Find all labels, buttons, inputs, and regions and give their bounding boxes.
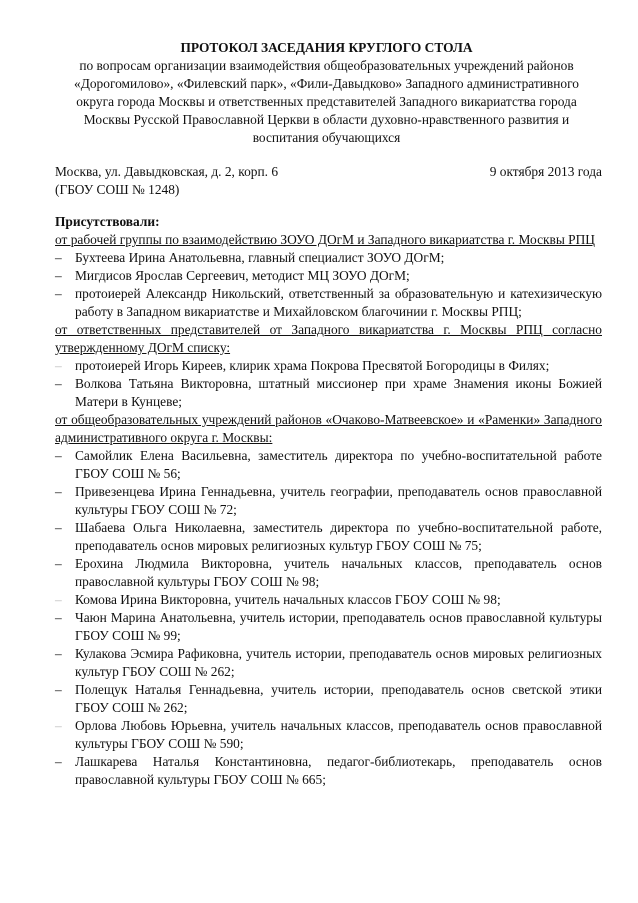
member-text: Бухтеева Ирина Анатольевна, главный специалист ЗОУО ДОгМ; (75, 250, 445, 265)
member-text: Мигдисов Ярослав Сергеевич, методист МЦ ЗОУО ДОгМ; (75, 268, 410, 283)
bullet-dash: – (55, 718, 62, 733)
list-item (55, 375, 602, 411)
group-heading: от общеобразовательных учреждений районов «Очаково-Матвеевское» и «Раменки» Западного административного округа г. Москвы: (55, 412, 602, 445)
document-subtitle: по вопросам организации взаимодействия общеобразовательных учреждений районов «Дорогомилово», «Филевский парк», «Фили-Давыдково» Западного административного округа города Москвы и ответственных представителей Западного викариатства города Москвы Русской Православной Церкви в области духовно-нравственного развития и воспитания обучающихся (74, 58, 579, 145)
member-text: протоиерей Игорь Киреев, клирик храма Покрова Пресвятой Богородицы в Филях; (75, 358, 550, 373)
meeting-school: (ГБОУ СОШ № 1248) (55, 182, 180, 197)
bullet-dash: – (55, 520, 62, 535)
member-text: протоиерей Александр Никольский, ответственный за образовательную и катехизическую работу в Западном викариатстве и Михайловском благочинии г. Москвы РПЦ; (75, 286, 602, 319)
member-list (55, 249, 602, 321)
member-text: Комова Ирина Викторовна, учитель начальных классов ГБОУ СОШ № 98; (75, 592, 501, 607)
bullet-dash: – (55, 268, 62, 283)
attendees-heading: Присутствовали: (55, 214, 160, 229)
bullet-dash: – (55, 376, 62, 391)
bullet-dash: – (55, 358, 62, 373)
list-item (55, 609, 602, 645)
document-title: ПРОТОКОЛ ЗАСЕДАНИЯ КРУГЛОГО СТОЛА (180, 40, 473, 55)
bullet-dash: – (55, 286, 62, 301)
member-text: Привезенцева Ирина Геннадьевна, учитель географии, преподаватель основ православной культуры ГБОУ СОШ № 72; (75, 484, 602, 517)
list-item (55, 753, 602, 789)
bullet-dash: – (55, 556, 62, 571)
list-item (55, 267, 602, 285)
list-item (55, 519, 602, 555)
meta-row (55, 163, 602, 181)
member-text: Полещук Наталья Геннадьевна, учитель истории, преподаватель основ светской этики ГБОУ СОШ № 262; (75, 682, 602, 715)
bullet-dash: – (55, 754, 62, 769)
list-item (55, 591, 602, 609)
attendee-groups (55, 231, 602, 789)
bullet-dash: – (55, 610, 62, 625)
meeting-date: 9 октября 2013 года (489, 164, 602, 179)
member-text: Орлова Любовь Юрьевна, учитель начальных классов, преподаватель основ православной культуры ГБОУ СОШ № 590; (75, 718, 602, 751)
list-item (55, 249, 602, 267)
member-text: Чаюн Марина Анатольевна, учитель истории, преподаватель основ православной культуры ГБОУ СОШ № 99; (75, 610, 602, 643)
bullet-dash: – (55, 646, 62, 661)
member-list (55, 357, 602, 411)
group-heading: от рабочей группы по взаимодействию ЗОУО ДОгМ и Западного викариатства г. Москвы РПЦ (55, 232, 595, 247)
bullet-dash: – (55, 250, 62, 265)
list-item (55, 681, 602, 717)
group-heading: от ответственных представителей от Западного викариатства г. Москвы РПЦ согласно утвержденному ДОгМ списку: (55, 322, 602, 355)
member-text: Волкова Татьяна Викторовна, штатный миссионер при храме Знамения иконы Божией Матери в Кунцеве; (75, 376, 602, 409)
member-text: Ерохина Людмила Викторовна, учитель начальных классов, преподаватель основ православной культуры ГБОУ СОШ № 98; (75, 556, 602, 589)
member-list (55, 447, 602, 789)
list-item (55, 357, 602, 375)
bullet-dash: – (55, 592, 62, 607)
member-text: Шабаева Ольга Николаевна, заместитель директора по учебно-воспитательной работе, преподаватель основ мировых религиозных культур ГБОУ СОШ № 75; (75, 520, 602, 553)
bullet-dash: – (55, 484, 62, 499)
member-text: Кулакова Эсмира Рафиковна, учитель истории, преподаватель основ мировых религиозных культур ГБОУ СОШ № 262; (75, 646, 602, 679)
attendees-section (55, 213, 602, 789)
member-text: Лашкарева Наталья Константиновна, педагог-библиотекарь, преподаватель основ православной культуры ГБОУ СОШ № 665; (75, 754, 602, 787)
list-item (55, 285, 602, 321)
meta-block (55, 163, 602, 199)
bullet-dash: – (55, 682, 62, 697)
meeting-address: Москва, ул. Давыдковская, д. 2, корп. 6 (55, 164, 279, 179)
list-item (55, 645, 602, 681)
bullet-dash: – (55, 448, 62, 463)
title-block (55, 38, 598, 147)
list-item (55, 447, 602, 483)
list-item (55, 483, 602, 519)
list-item (55, 717, 602, 753)
member-text: Самойлик Елена Васильевна, заместитель директора по учебно-воспитательной работе ГБОУ СОШ № 56; (75, 448, 602, 481)
list-item (55, 555, 602, 591)
